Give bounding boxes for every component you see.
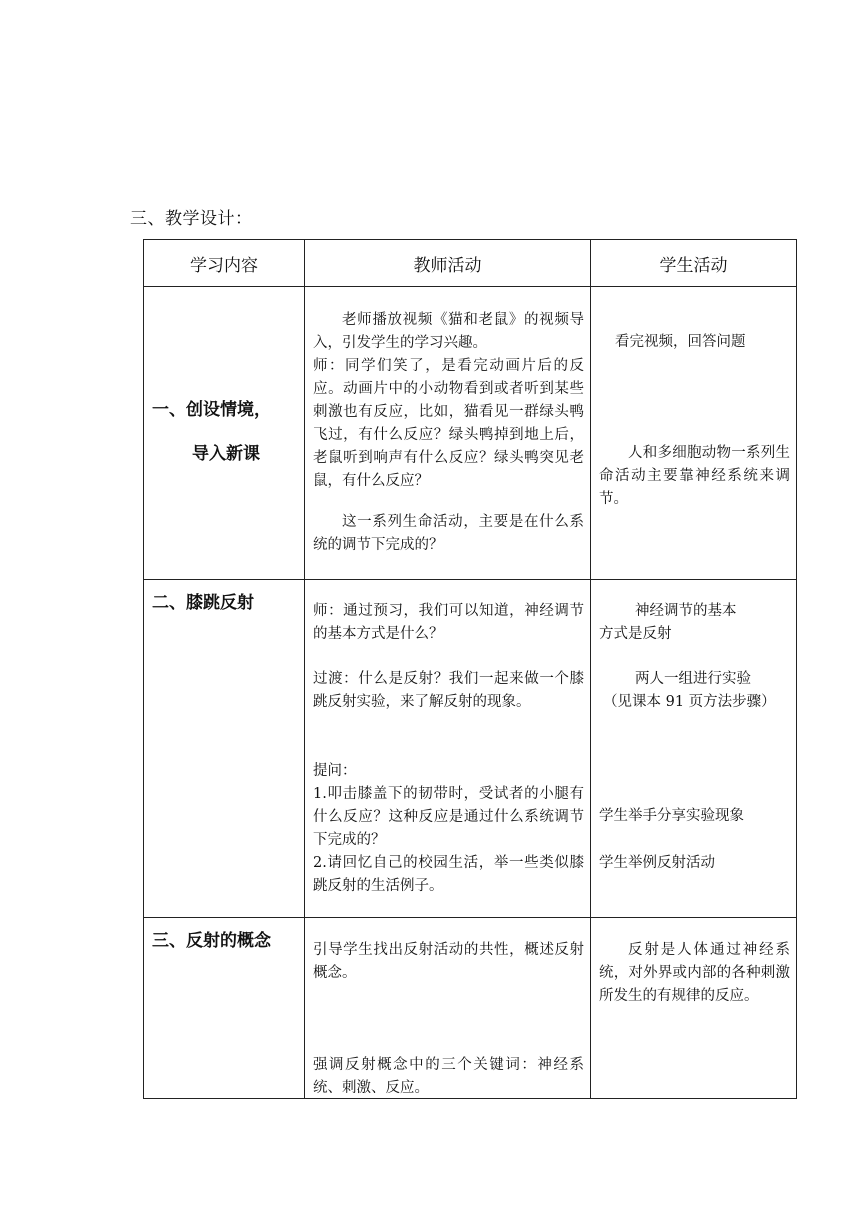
student-activity-cell	[591, 918, 797, 1099]
table-row	[144, 287, 797, 580]
teacher-paragraph: 提问：	[313, 763, 357, 779]
teacher-paragraph: 引导学生找出反射活动的共性，概述反射概念。	[313, 942, 584, 981]
student-paragraph: 学生举例反射活动	[599, 855, 715, 871]
teacher-paragraph: 2.请回忆自己的校园生活，举一些类似膝跳反射的生活例子。	[313, 855, 584, 894]
student-paragraph: 学生举手分享实验现象	[599, 808, 744, 824]
student-activity-cell	[591, 287, 797, 580]
header-learning-content: 学习内容	[144, 240, 305, 287]
teacher-paragraph: 这一系列生命活动，主要是在什么系统的调节下完成的？	[313, 514, 584, 553]
teacher-paragraph: 1.叩击膝盖下的韧带时，受试者的小腿有什么反应？这种反应是通过什么系统调节下完成的？	[313, 786, 584, 848]
topic-line: 三、反射的概念	[152, 931, 271, 951]
student-paragraph: （见课本 91 页方法步骤）	[603, 694, 776, 710]
table-header-row	[144, 240, 797, 287]
topic-cell	[144, 287, 305, 580]
teacher-paragraph: 师：通过预习，我们可以知道，神经调节的基本方式是什么？	[313, 603, 584, 642]
student-paragraph: 方式是反射	[599, 626, 672, 642]
student-paragraph: 反射是人体通过神经系统，对外界或内部的各种刺激所发生的有规律的反应。	[599, 942, 790, 1004]
student-paragraph: 人和多细胞动物一系列生命活动主要靠神经系统来调节。	[599, 445, 790, 507]
teacher-paragraph: 老师播放视频《猫和老鼠》的视频导入，引发学生的学习兴趣。	[313, 312, 584, 351]
topic-line: 一、创设情境，	[152, 400, 271, 420]
topic-line: 导入新课	[192, 444, 260, 464]
teacher-paragraph: 师：同学们笑了，是看完动画片后的反应。动画片中的小动物看到或者听到某些刺激也有反应，比如，猫看见一群绿头鸭飞过，有什么反应？绿头鸭掉到地上后，老鼠听到响声有什么反应？绿头鸭突见老鼠，有什么反应？	[313, 358, 584, 489]
table-row	[144, 918, 797, 1099]
teacher-paragraph: 强调反射概念中的三个关键词：神经系统、刺激、反应。	[313, 1057, 584, 1096]
table-row	[144, 580, 797, 918]
student-activity-cell	[591, 580, 797, 918]
header-teacher-activity: 教师活动	[305, 240, 591, 287]
student-paragraph: 看完视频，回答问题	[615, 334, 746, 350]
teacher-paragraph: 过渡：什么是反射？我们一起来做一个膝跳反射实验，来了解反射的现象。	[313, 671, 584, 710]
topic-line: 二、膝跳反射	[152, 593, 254, 613]
teaching-design-table	[143, 239, 797, 1099]
teacher-activity-cell	[305, 287, 591, 580]
section-title: 三、教学设计：	[130, 209, 253, 229]
topic-cell	[144, 918, 305, 1099]
student-paragraph: 两人一组进行实验	[635, 671, 751, 687]
teacher-activity-cell	[305, 918, 591, 1099]
student-paragraph: 神经调节的基本	[635, 603, 737, 619]
topic-cell	[144, 580, 305, 918]
header-student-activity: 学生活动	[591, 240, 797, 287]
teacher-activity-cell	[305, 580, 591, 918]
